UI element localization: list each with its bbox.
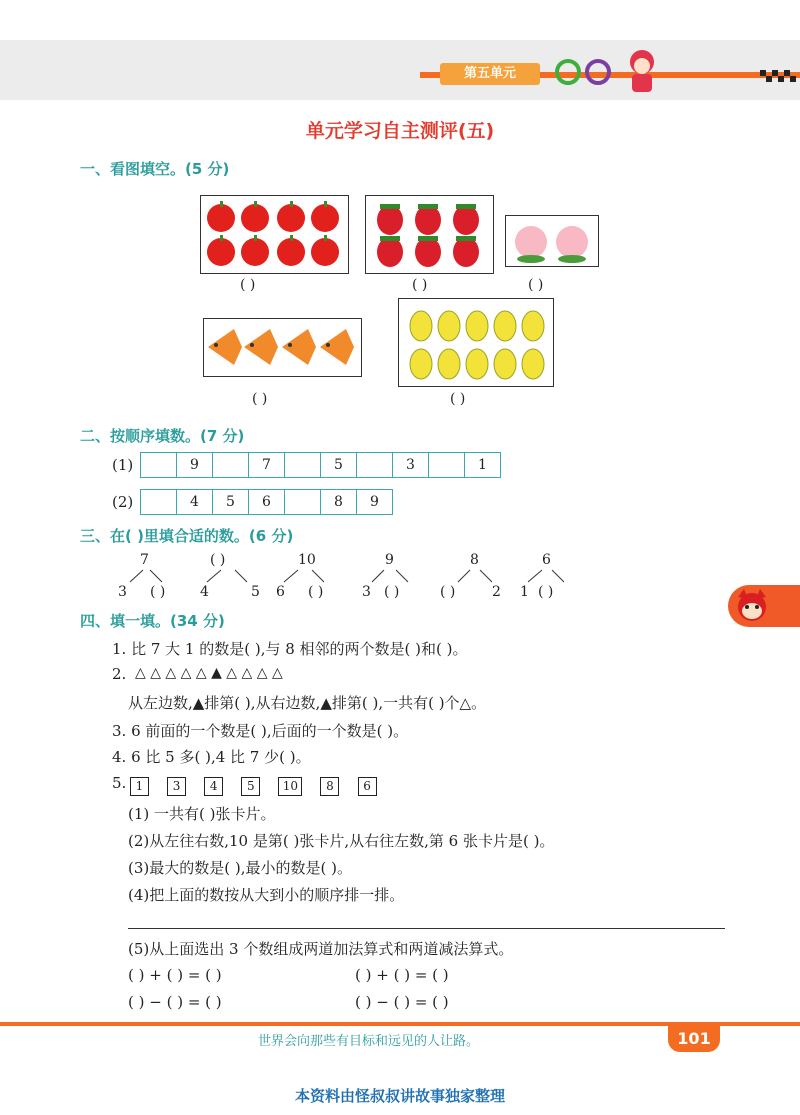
- q5-label: 5.: [112, 774, 127, 792]
- peach-icon: [515, 226, 588, 263]
- seq1-label: (1): [112, 456, 134, 474]
- strawberry-answer[interactable]: ( ): [412, 277, 428, 293]
- decomp-top: 6: [542, 552, 551, 568]
- seq1-cell[interactable]: [212, 452, 248, 478]
- seq1-cell: 5: [320, 452, 356, 478]
- seq2-row: [140, 489, 393, 515]
- number-card: 5: [241, 777, 260, 796]
- section4-heading: 四、填一填。(34 分): [80, 612, 225, 630]
- credit-text: 本资料由怪叔叔讲故事独家整理: [294, 1087, 505, 1105]
- q5c-text: (3)最大的数是( ),最小的数是( )。: [128, 859, 352, 877]
- unit-tab: 第五单元: [440, 63, 540, 85]
- q2b-text: 从左边数,▲排第( ),从右边数,▲排第( ),一共有( )个△。: [128, 694, 487, 712]
- card-row: [130, 775, 390, 796]
- peach-box: [505, 215, 599, 267]
- seq1-cell: 9: [176, 452, 212, 478]
- seq1-cell[interactable]: [284, 452, 320, 478]
- decomp-left: 1: [520, 584, 529, 600]
- decomp-right: 2: [492, 584, 501, 600]
- q5e-text: (5)从上面选出 3 个数组成两道加法算式和两道减法算式。: [128, 940, 514, 958]
- pear-box: [398, 298, 554, 387]
- seq1-cell: 1: [464, 452, 501, 478]
- page-number: 101: [668, 1026, 720, 1052]
- decomp-left: 3: [118, 584, 127, 600]
- peach-answer[interactable]: ( ): [528, 277, 544, 293]
- seq2-label: (2): [112, 493, 134, 511]
- section1-heading: 一、看图填空。(5 分): [80, 160, 230, 178]
- fish-icon: [208, 329, 354, 365]
- number-card: 10: [278, 777, 302, 796]
- add-equation-1[interactable]: ( ) + ( ) = ( ): [128, 966, 222, 984]
- q5b-text: (2)从左往右数,10 是第( )张卡片,从右往左数,第 6 张卡片是( )。: [128, 832, 555, 850]
- section2-heading: 二、按顺序填数。(7 分): [80, 427, 245, 445]
- seq1-cell[interactable]: [140, 452, 176, 478]
- q1-text: 1. 比 7 大 1 的数是( ),与 8 相邻的两个数是( )和( )。: [112, 640, 468, 658]
- checker-pattern-icon: [760, 70, 796, 82]
- q2-label: 2.: [112, 665, 127, 683]
- decomp-top: 8: [470, 552, 479, 568]
- pear-icon: [410, 311, 544, 379]
- number-card: 3: [167, 777, 186, 796]
- seq2-cell[interactable]: [284, 489, 320, 515]
- seq2-cell[interactable]: [140, 489, 176, 515]
- header-decoration: [550, 44, 800, 100]
- q5a-text: (1) 一共有( )张卡片。: [128, 805, 276, 823]
- q3-text: 3. 6 前面的一个数是( ),后面的一个数是( )。: [112, 722, 409, 740]
- decomp-left[interactable]: ( ): [440, 584, 456, 600]
- number-card: 1: [130, 777, 149, 796]
- q2-triangles: △ △ △ △ △ ▲ △ △ △ △: [135, 665, 283, 681]
- answer-line[interactable]: [128, 928, 725, 929]
- strawberry-box: [365, 195, 494, 274]
- decomposition-item: [512, 552, 592, 602]
- decomposition-item: [440, 552, 520, 602]
- decomp-top: 9: [385, 552, 394, 568]
- decomp-top: 7: [140, 552, 149, 568]
- green-ring-icon: [557, 61, 579, 83]
- seq2-cell: 9: [356, 489, 393, 515]
- decomp-top: 10: [298, 552, 316, 568]
- seq1-cell[interactable]: [428, 452, 464, 478]
- number-card: 8: [320, 777, 339, 796]
- sub-equation-1[interactable]: ( ) − ( ) = ( ): [128, 993, 222, 1011]
- decomposition-item: [195, 552, 275, 602]
- decomp-right: 5: [251, 584, 260, 600]
- fox-mascot-icon: [732, 587, 772, 627]
- fish-box: [203, 318, 362, 377]
- purple-ring-icon: [587, 61, 609, 83]
- number-card: 6: [358, 777, 377, 796]
- decomposition-item: [268, 552, 348, 602]
- decomp-right[interactable]: ( ): [150, 584, 166, 600]
- decomp-left: 3: [362, 584, 371, 600]
- seq1-cell: 3: [392, 452, 428, 478]
- seq1-cell: 7: [248, 452, 284, 478]
- apple-icon: [207, 204, 339, 266]
- seq2-cell: 8: [320, 489, 356, 515]
- decomp-left: 4: [200, 584, 209, 600]
- number-card: 4: [204, 777, 223, 796]
- decomp-right[interactable]: ( ): [384, 584, 400, 600]
- q4-text: 4. 6 比 5 多( ),4 比 7 少( )。: [112, 748, 311, 766]
- seq2-cell: 6: [248, 489, 284, 515]
- seq2-cell: 5: [212, 489, 248, 515]
- sub-equation-2[interactable]: ( ) − ( ) = ( ): [355, 993, 449, 1011]
- add-equation-2[interactable]: ( ) + ( ) = ( ): [355, 966, 449, 984]
- decomp-right[interactable]: ( ): [538, 584, 554, 600]
- pear-answer[interactable]: ( ): [450, 391, 466, 407]
- seq2-cell: 4: [176, 489, 212, 515]
- decomp-left: 6: [276, 584, 285, 600]
- footer-motto: 世界会向那些有目标和远见的人让路。: [258, 1034, 480, 1049]
- decomposition-item: [360, 552, 440, 602]
- section3-heading: 三、在( )里填合适的数。(6 分): [80, 527, 294, 545]
- seq1-cell[interactable]: [356, 452, 392, 478]
- fish-answer[interactable]: ( ): [252, 391, 268, 407]
- decomp-right[interactable]: ( ): [308, 584, 324, 600]
- decomposition-item: [110, 552, 190, 602]
- q5d-text: (4)把上面的数按从大到小的顺序排一排。: [128, 886, 405, 904]
- apple-box: [200, 195, 349, 274]
- apple-answer[interactable]: ( ): [240, 277, 256, 293]
- seq1-row: [140, 452, 501, 478]
- page-title: 单元学习自主测评(五): [305, 120, 495, 142]
- cartoon-girl-icon: [630, 50, 654, 92]
- decomp-top[interactable]: ( ): [210, 552, 226, 568]
